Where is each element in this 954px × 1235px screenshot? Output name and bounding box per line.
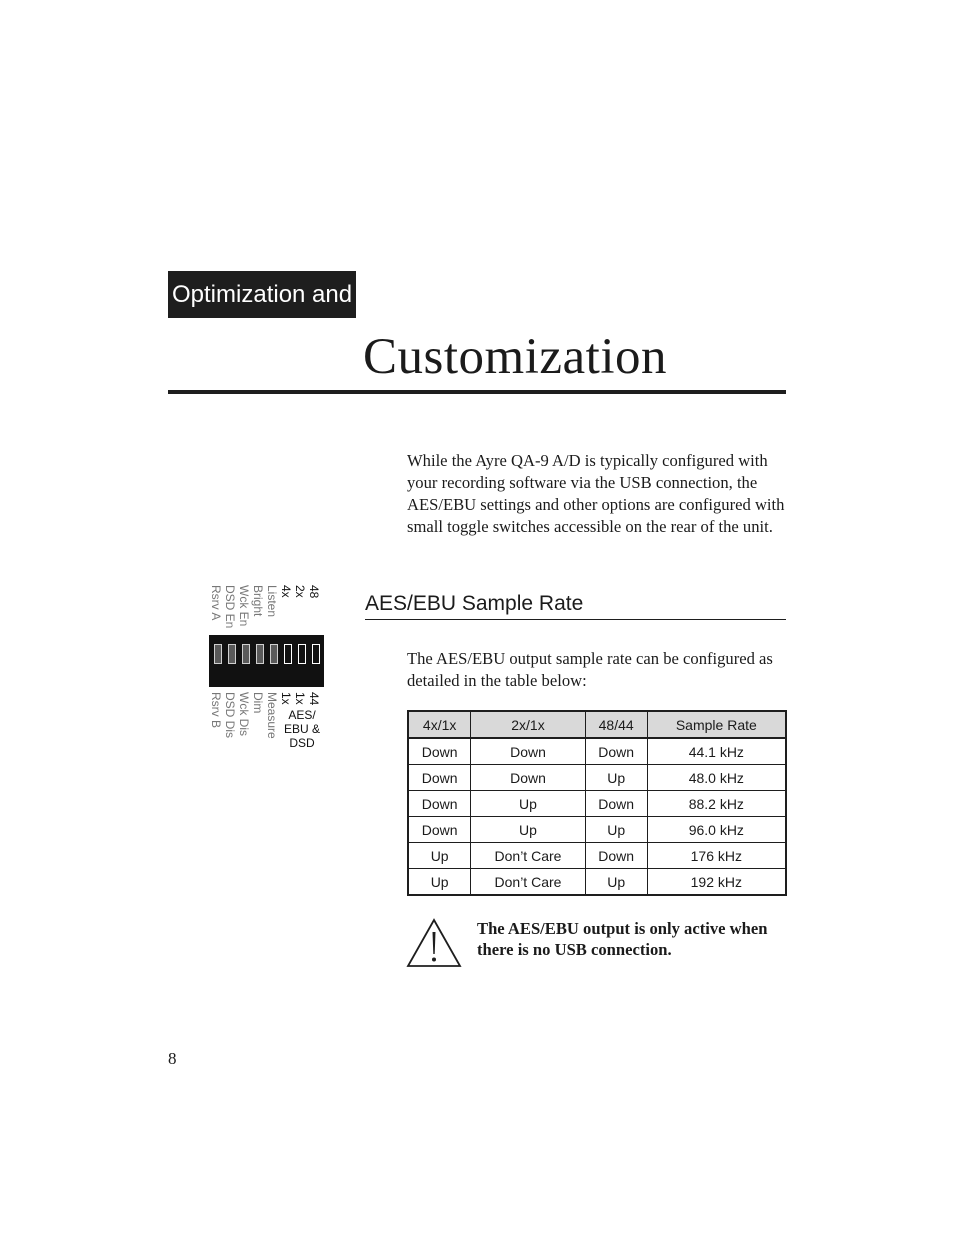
title-rule [168,390,786,394]
table-cell: 48.0 kHz [647,765,786,791]
table-cell: Down [408,765,471,791]
column-header: 4x/1x [408,711,471,738]
chapter-label: Optimization and [168,271,356,318]
table-row [408,738,786,765]
table-cell: Up [471,817,585,843]
aes-ebu-dsd-label: AES/ EBU & DSD [283,708,320,750]
dip-top-label: 48 [307,585,321,599]
table-cell: 96.0 kHz [647,817,786,843]
table-cell: Down [585,843,647,869]
table-cell: 192 kHz [647,869,786,896]
table-cell: Don’t Care [471,843,585,869]
table-cell: Down [471,765,585,791]
table-cell: Down [471,738,585,765]
dip-switch-5 [270,644,278,664]
page-number: 8 [168,1049,177,1068]
dip-switch-8 [312,644,320,664]
table-cell: Don’t Care [471,869,585,896]
warning-triangle-icon [406,918,462,968]
dip-switch-4 [256,644,264,664]
table-row [408,869,786,896]
dip-bottom-label: 44 [307,692,321,706]
table-cell: Up [408,843,471,869]
column-header: 2x/1x [471,711,585,738]
page-title: Customization [363,329,667,385]
table-cell: Up [585,869,647,896]
column-header: 48/44 [585,711,647,738]
dip-bottom-label: 1x [293,692,307,705]
table-cell: 44.1 kHz [647,738,786,765]
table-cell: Down [585,791,647,817]
table-cell: Down [585,738,647,765]
dip-switch-2 [228,644,236,664]
table-row [408,791,786,817]
dip-switch-1 [214,644,222,664]
dip-switch-6 [284,644,292,664]
table-cell: Up [585,765,647,791]
table-cell: Up [471,791,585,817]
table-header-row [408,711,786,738]
dip-bottom-label: DSD Dis [223,692,237,739]
dip-top-label: 2x [293,585,307,598]
table-cell: Up [408,869,471,896]
dip-top-label: 4x [279,585,293,598]
dip-bottom-label: Dim [251,692,265,714]
column-header: Sample Rate [647,711,786,738]
table-cell: 176 kHz [647,843,786,869]
dip-bottom-label: Wck Dis [237,692,251,736]
section-heading: AES/EBU Sample Rate [365,592,584,615]
table-row [408,765,786,791]
table-cell: Down [408,738,471,765]
dip-top-label: DSD En [223,585,237,629]
dip-switch-7 [298,644,306,664]
sample-rate-table [407,710,787,896]
dip-top-label: Rsrv A [209,585,223,621]
dip-bottom-label: 1x [279,692,293,705]
warning-text: The AES/EBU output is only active when there is no USB connection. [477,919,768,959]
dip-top-label: Wck En [237,585,251,627]
intro-paragraph: While the Ayre QA-9 A/D is typically configured with your recording software via the USB connection, the AES/EBU settings and other options are configured with small toggle switches accessible on the rear of the unit. [407,451,785,536]
table-cell: Down [408,817,471,843]
dip-top-label: Bright [251,585,265,617]
table-row [408,843,786,869]
section-paragraph: The AES/EBU output sample rate can be configured as detailed in the table below: [407,649,773,690]
table-cell: Up [585,817,647,843]
dip-switch-block [209,635,324,687]
section-rule [365,619,786,620]
dip-top-label: Listen [265,585,279,618]
dip-switch-3 [242,644,250,664]
dip-bottom-label: Rsrv B [209,692,223,728]
table-row [408,817,786,843]
table-cell: Down [408,791,471,817]
table-cell: 88.2 kHz [647,791,786,817]
dip-bottom-label: Measure [265,692,279,739]
